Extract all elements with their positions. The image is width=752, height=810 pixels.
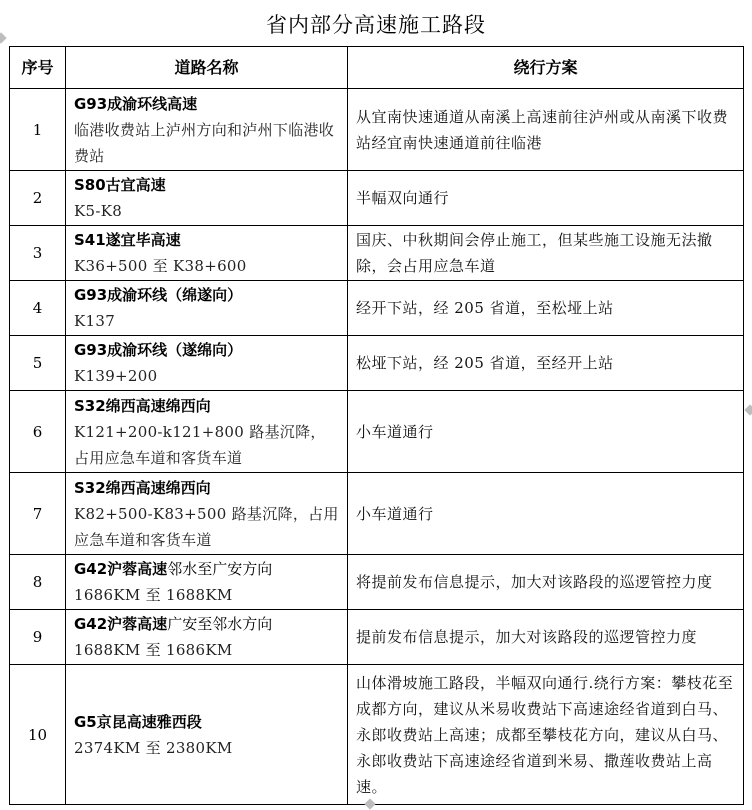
road-cell [66,610,348,665]
table-header-row [10,47,744,89]
road-name: G93成渝环线（绵遂向） [74,286,243,304]
detour-plan: 松垭下站，经 205 省道，至经开上站 [348,336,744,391]
detour-plan: 半幅双向通行 [348,171,744,226]
detour-plan: 国庆、中秋期间会停止施工，但某些施工设施无法撤除，会占用应急车道 [348,226,744,281]
road-name: G42沪蓉高速 [74,615,168,633]
detour-plan: 山体滑坡施工路段，半幅双向通行.绕行方案：攀枝花至成都方向，建议从米易收费站下高速途经省道到白马、永郎收费站上高速；成都至攀枝花方向，建议从白马、永郎收费站下高速途经省道到米易、撒莲收费站上高速。 [348,665,744,805]
table-row [10,89,744,171]
table-row [10,473,744,555]
road-detail: 2374KM 至 2380KM [74,738,233,757]
row-index: 5 [10,336,66,391]
road-name: S32绵西高速绵西向 [74,478,211,497]
road-cell [66,391,348,473]
road-cell [66,226,348,281]
table-row [10,555,744,610]
road-detail: K36+500 至 K38+600 [74,257,247,275]
header-index: 序号 [10,47,66,89]
row-index: 2 [10,171,66,226]
detour-plan: 将提前发布信息提示，加大对该路段的巡逻管控力度 [348,555,744,610]
detour-plan: 小车道通行 [348,473,744,555]
road-detail: K121+200-k121+800 路基沉降，占用应急车道和客货车道 [74,422,326,467]
corner-marker [744,404,752,415]
row-index: 6 [10,391,66,473]
table-row [10,226,744,281]
road-name: S80古宜高速 [74,176,166,194]
road-detail: K139+200 [74,367,158,385]
road-detail: K5-K8 [74,202,123,220]
page-title: 省内部分高速施工路段 [266,13,486,37]
construction-table [9,46,744,805]
row-index: 4 [10,281,66,336]
detour-plan: 从宜南快速通道从南溪上高速前往泸州或从南溪下收费站经宜南快速通道前往临港 [348,89,744,171]
road-name: G42沪蓉高速 [74,560,168,578]
detour-plan: 经开下站，经 205 省道，至松垭上站 [348,281,744,336]
road-detail: 临港收费站上泸州方向和泸州下临港收费站 [74,120,335,165]
road-name: G93成渝环线高速 [74,94,198,113]
detour-plan: 提前发布信息提示，加大对该路段的巡逻管控力度 [348,610,744,665]
road-detail: 1686KM 至 1688KM [74,586,233,604]
row-index: 3 [10,226,66,281]
table-row [10,665,744,805]
header-detour: 绕行方案 [348,47,744,89]
row-index: 10 [10,665,66,805]
road-name: S41遂宜毕高速 [74,231,181,249]
row-index: 1 [10,89,66,171]
road-cell [66,281,348,336]
header-road-name: 道路名称 [66,47,348,89]
table-row [10,610,744,665]
row-index: 8 [10,555,66,610]
table-row [10,391,744,473]
row-index: 9 [10,610,66,665]
road-cell [66,89,348,171]
road-detail: K137 [74,312,116,330]
road-cell [66,473,348,555]
table-row [10,171,744,226]
detour-plan: 小车道通行 [348,391,744,473]
road-name: S32绵西高速绵西向 [74,396,211,415]
road-section: 广安至邻水方向 [167,615,273,633]
row-index: 7 [10,473,66,555]
road-detail: K82+500-K83+500 路基沉降，占用应急车道和客货车道 [74,504,339,549]
road-section: 邻水至广安方向 [167,560,273,578]
road-cell [66,171,348,226]
road-name: G93成渝环线（遂绵向） [74,341,243,359]
table-row [10,281,744,336]
road-cell [66,665,348,805]
table-row [10,336,744,391]
road-name: G5京昆高速雅西段 [74,712,202,731]
road-detail: 1688KM 至 1686KM [74,641,233,659]
road-cell [66,555,348,610]
road-cell [66,336,348,391]
